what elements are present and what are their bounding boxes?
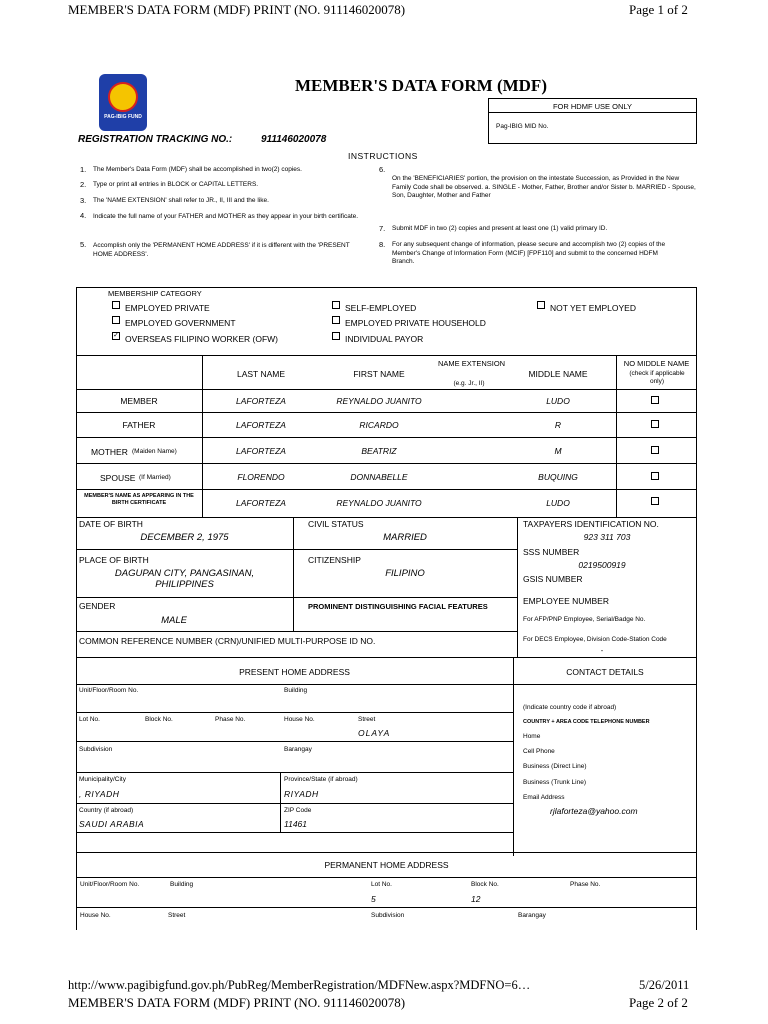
lot-label: Lot No.	[79, 716, 100, 723]
province-value: RIYADH	[284, 789, 319, 799]
decs-label: For DECS Employee, Division Code-Station Code	[523, 636, 667, 643]
instructions-heading: INSTRUCTIONS	[348, 151, 418, 161]
afp-pnp-label: For AFP/PNP Employee, Serial/Badge No.	[523, 616, 646, 623]
perm-lot-value: 5	[371, 894, 376, 904]
spouse-first-name: DONNABELLE	[350, 472, 408, 482]
tracking-label: REGISTRATION TRACKING NO.:	[78, 134, 233, 145]
checkbox-no-middle-father[interactable]	[651, 420, 659, 428]
pob-line2: PHILIPPINES	[155, 579, 214, 590]
contact-details-heading: CONTACT DETAILS	[566, 667, 644, 677]
checkbox-employed-private-household[interactable]	[332, 316, 340, 324]
mid-label: Pag-IBIG MID No.	[496, 123, 549, 130]
member-first-name: REYNALDO JUANITO	[336, 396, 422, 406]
present-address-heading: PRESENT HOME ADDRESS	[239, 667, 350, 677]
crn-label: COMMON REFERENCE NUMBER (CRN)/UNIFIED MULTI-PURPOSE ID NO.	[79, 636, 376, 646]
barangay-label: Barangay	[284, 746, 312, 753]
checkbox-ofw[interactable]: ✓	[113, 332, 119, 339]
employee-number-label: EMPLOYEE NUMBER	[523, 596, 609, 606]
subdivision-label: Subdivision	[79, 746, 113, 753]
option-label: NOT YET EMPLOYED	[550, 303, 636, 313]
member-middle-name: LUDO	[546, 396, 570, 406]
perm-house-label: House No.	[80, 912, 111, 919]
tin-label: TAXPAYERS IDENTIFICATION NO.	[523, 519, 659, 529]
tin-value: 923 311 703	[583, 532, 631, 542]
zip-value: 11461	[284, 819, 308, 829]
cell-phone-label: Cell Phone	[523, 748, 555, 755]
perm-phase-label: Phase No.	[570, 881, 601, 888]
instruction-text: Indicate the full name of your FATHER and MOTHER as they appear in your birth certificate.	[93, 213, 359, 220]
citizenship-value: FILIPINO	[385, 568, 425, 579]
footer-title: MEMBER'S DATA FORM (MDF) PRINT (NO. 911146020078)	[68, 995, 406, 1010]
perm-block-label: Block No.	[471, 881, 499, 888]
print-header-title: MEMBER'S DATA FORM (MDF) PRINT (NO. 911146020078)	[68, 2, 406, 17]
row-label: MOTHER	[91, 447, 128, 457]
civil-status-value: MARRIED	[383, 532, 427, 543]
dob-value: DECEMBER 2, 1975	[140, 532, 229, 543]
province-label: Province/State (if abroad)	[284, 776, 358, 783]
logo-text: PAG-IBIG FUND	[104, 114, 142, 120]
perm-barangay-label: Barangay	[518, 912, 546, 919]
street-value: OLAYA	[358, 728, 391, 738]
gender-value: MALE	[161, 615, 187, 626]
option-label: SELF-EMPLOYED	[345, 303, 417, 313]
mother-middle-name: M	[554, 446, 562, 456]
instruction-num: 1.	[80, 165, 87, 174]
hdmf-use-label: FOR HDMF USE ONLY	[552, 102, 633, 111]
instruction-num: 7.	[379, 224, 386, 233]
civil-status-label: CIVIL STATUS	[308, 519, 364, 529]
facial-features-label: PROMINENT DISTINGUISHING FACIAL FEATURES	[308, 602, 488, 611]
option-label: INDIVIDUAL PAYOR	[345, 334, 424, 344]
col-name-ext-hint: (e.g. Jr., II)	[453, 380, 485, 387]
instruction-text: For any subsequent change of information, please secure and accomplish two (2) copies of the Member's Change of Information Form (MCIF) [FPF110] and submit to the concerned HDFM Branch.	[392, 241, 666, 265]
gender-label: GENDER	[79, 601, 116, 611]
decs-value: -	[600, 646, 604, 655]
perm-lot-label: Lot No.	[371, 881, 392, 888]
col-name-ext: NAME EXTENSION	[438, 359, 506, 368]
membership-heading: MEMBERSHIP CATEGORY	[108, 289, 202, 298]
instruction-num: 3.	[80, 196, 87, 205]
permanent-address-heading: PERMANENT HOME ADDRESS	[324, 860, 449, 870]
form-title: MEMBER'S DATA FORM (MDF)	[295, 76, 547, 95]
city-value: , RIYADH	[79, 789, 120, 799]
option-label: EMPLOYED PRIVATE HOUSEHOLD	[345, 318, 486, 328]
city-label: Municipality/City	[79, 776, 126, 783]
print-header-page: Page 1 of 2	[629, 2, 688, 17]
tracking-number: 911146020078	[261, 134, 327, 145]
perm-subdivision-label: Subdivision	[371, 912, 405, 919]
checkbox-not-yet-employed[interactable]	[537, 301, 545, 309]
perm-block-value: 12	[471, 894, 481, 904]
footer-url[interactable]: http://www.pagibigfund.gov.ph/PubReg/MemberRegistration/MDFNew.aspx?MDFNO=6…	[68, 978, 531, 992]
checkbox-no-middle-birthcert[interactable]	[651, 497, 659, 505]
checkbox-no-middle-member[interactable]	[651, 396, 659, 404]
checkbox-employed-government[interactable]	[112, 316, 120, 324]
checkbox-self-employed[interactable]	[332, 301, 340, 309]
pagibig-logo	[99, 74, 147, 131]
instruction-text: The 'NAME EXTENSION' shall refer to JR., II, III and the like.	[93, 197, 269, 204]
row-label: MEMBER	[120, 396, 158, 406]
phase-label: Phase No.	[215, 716, 246, 723]
mother-last-name: LAFORTEZA	[236, 446, 286, 456]
instruction-num: 2.	[80, 180, 87, 189]
phone-header: COUNTRY + AREA CODE TELEPHONE NUMBER	[523, 719, 650, 725]
col-middle-name: MIDDLE NAME	[528, 369, 588, 379]
pob-label: PLACE OF BIRTH	[79, 555, 149, 565]
member-last-name: LAFORTEZA	[236, 396, 286, 406]
perm-street-label: Street	[168, 912, 186, 919]
instruction-num: 4.	[80, 211, 87, 220]
sss-label: SSS NUMBER	[523, 547, 580, 557]
business-trunk-label: Business (Trunk Line)	[523, 779, 586, 786]
row-label: FATHER	[122, 420, 156, 430]
country-label: Country (if abroad)	[79, 807, 134, 814]
row-label-note: (If Married)	[139, 474, 171, 481]
col-last-name: LAST NAME	[236, 369, 286, 379]
col-no-middle: NO MIDDLE NAME	[623, 359, 690, 368]
street-label: Street	[358, 716, 376, 723]
citizenship-label: CITIZENSHIP	[308, 555, 361, 565]
home-phone-label: Home	[523, 733, 541, 740]
row-label: SPOUSE	[100, 473, 136, 483]
business-direct-label: Business (Direct Line)	[523, 763, 587, 770]
checkbox-no-middle-spouse[interactable]	[651, 472, 659, 480]
email-value: rjlaforteza@yahoo.com	[550, 806, 638, 816]
birthcert-last-name: LAFORTEZA	[236, 498, 286, 508]
instruction-text: Submit MDF in two (2) copies and present at least one (1) valid primary ID.	[392, 225, 608, 232]
instruction-text: Accomplish only the 'PERMANENT HOME ADDRESS' if it is different with the 'PRESENT HOME ADDRESS'.	[93, 242, 350, 258]
gsis-label: GSIS NUMBER	[523, 574, 583, 584]
spouse-last-name: FLORENDO	[237, 472, 285, 482]
pob-line1: DAGUPAN CITY, PANGASINAN,	[114, 568, 255, 579]
perm-building-label: Building	[170, 881, 194, 888]
father-last-name: LAFORTEZA	[236, 420, 286, 430]
instruction-num: 5.	[80, 240, 87, 249]
building-label: Building	[284, 687, 308, 694]
footer-page: Page 2 of 2	[629, 995, 688, 1010]
col-first-name: FIRST NAME	[353, 369, 405, 379]
footer-date: 5/26/2011	[639, 978, 690, 992]
row-label: MEMBER'S NAME AS APPEARING IN THE BIRTH CERTIFICATE	[84, 493, 194, 506]
instruction-text: Type or print all entries in BLOCK or CAPITAL LETTERS.	[93, 181, 259, 188]
mother-first-name: BEATRIZ	[361, 446, 397, 456]
instruction-num: 6.	[379, 165, 386, 174]
instruction-text: On the 'BENEFICIARIES' portion, the provision on the intestate Succession, as Provided in the New Family Code shall be observed. a. SINGLE - Mother, Father, Brother and/or Sister b. MARRIED - Spouse, Son, Daughter, Mother and Father	[392, 175, 696, 199]
col-no-middle-hint: (check if applicable only)	[629, 370, 685, 385]
zip-label: ZIP Code	[284, 807, 312, 814]
dob-label: DATE OF BIRTH	[79, 519, 143, 529]
option-label: EMPLOYED GOVERNMENT	[125, 318, 236, 328]
unit-label: Unit/Floor/Room No.	[79, 687, 139, 694]
father-middle-name: R	[554, 420, 562, 430]
birthcert-first-name: REYNALDO JUANITO	[336, 498, 422, 508]
block-label: Block No.	[145, 716, 173, 723]
instruction-text: The Member's Data Form (MDF) shall be accomplished in two(2) copies.	[93, 166, 302, 173]
sss-value: 0219500919	[578, 560, 626, 570]
house-label: House No.	[284, 716, 315, 723]
birthcert-middle-name: LUDO	[546, 498, 570, 508]
country-value: SAUDI ARABIA	[79, 819, 145, 829]
father-first-name: RICARDO	[359, 420, 399, 430]
email-label: Email Address	[523, 794, 565, 801]
instruction-num: 8.	[379, 240, 386, 249]
row-label-note: (Maiden Name)	[132, 448, 177, 455]
checkbox-individual-payor[interactable]	[332, 332, 340, 340]
checkbox-employed-private[interactable]	[112, 301, 120, 309]
spouse-middle-name: BUQUING	[538, 472, 578, 482]
option-label: EMPLOYED PRIVATE	[125, 303, 210, 313]
option-label: OVERSEAS FILIPINO WORKER (OFW)	[125, 334, 279, 344]
perm-unit-label: Unit/Floor/Room No.	[80, 881, 140, 888]
checkbox-no-middle-mother[interactable]	[651, 446, 659, 454]
country-code-note: (Indicate country code if abroad)	[523, 704, 617, 711]
